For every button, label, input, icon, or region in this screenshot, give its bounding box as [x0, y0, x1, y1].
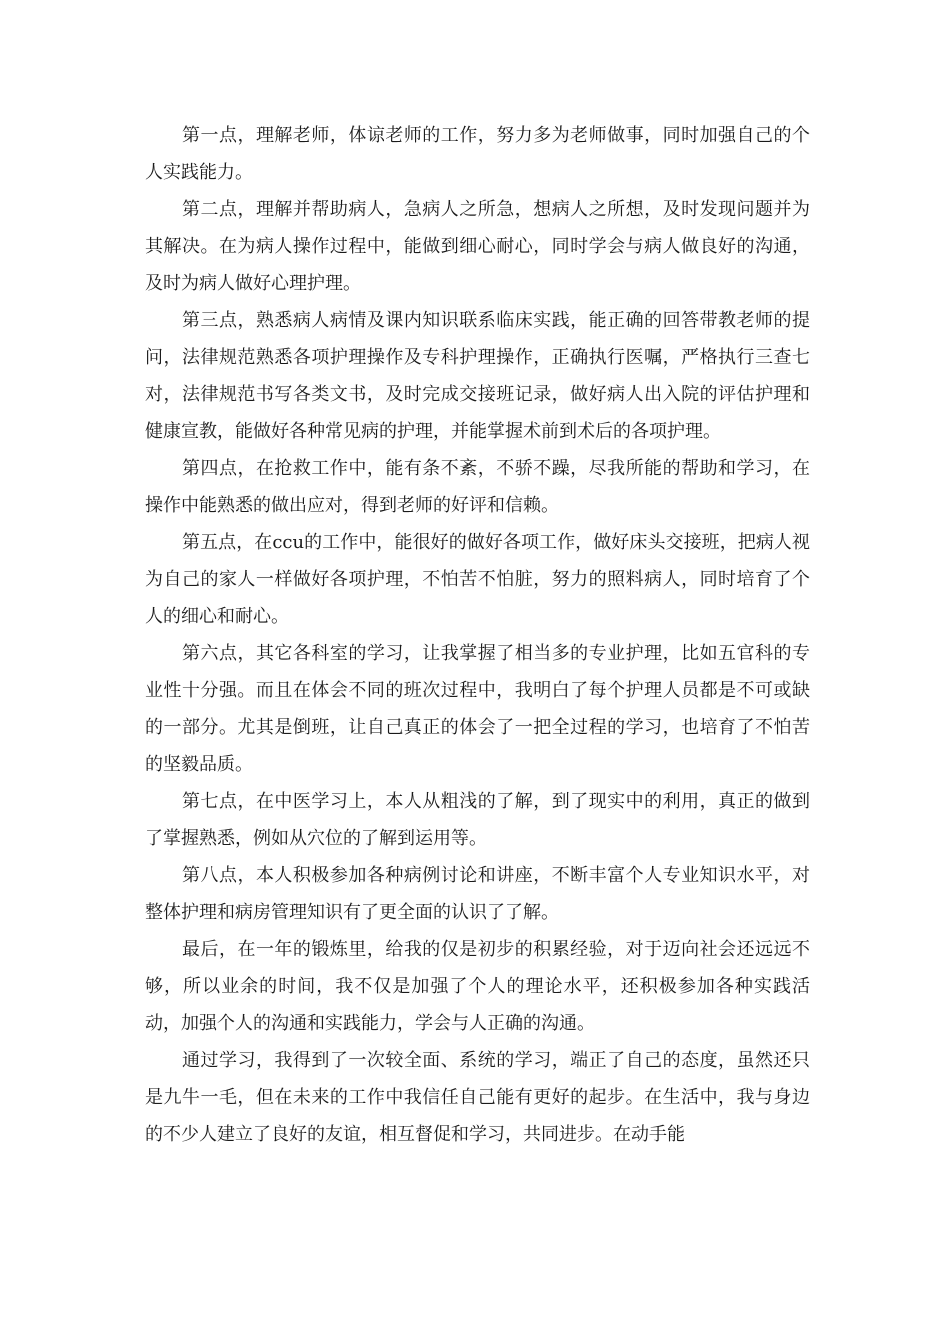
paragraph-2: 第二点，理解并帮助病人，急病人之所急，想病人之所想，及时发现问题并为其解决。在为病人操作过程中，能做到细心耐心，同时学会与病人做良好的沟通，及时为病人做好心理护理。	[145, 199, 810, 294]
document-body	[145, 117, 810, 1153]
paragraph-10: 通过学习，我得到了一次较全面、系统的学习，端正了自己的态度，虽然还只是九牛一毛，但在未来的工作中我信任自己能有更好的起步。在生活中，我与身边的不少人建立了良好的友谊，相互督促和学习，共同进步。在动手能	[145, 1050, 810, 1145]
paragraph-6: 第六点，其它各科室的学习，让我掌握了相当多的专业护理，比如五官科的专业性十分强。而且在体会不同的班次过程中，我明白了每个护理人员都是不可或缺的一部分。尤其是倒班，让自己真正的体会了一把全过程的学习，也培育了不怕苦的坚毅品质。	[145, 643, 810, 775]
paragraph-8: 第八点，本人积极参加各种病例讨论和讲座，不断丰富个人专业知识水平，对整体护理和病房管理知识有了更全面的认识了了解。	[145, 865, 810, 923]
paragraph-1: 第一点，理解老师，体谅老师的工作，努力多为老师做事，同时加强自己的个人实践能力。	[145, 125, 810, 183]
paragraph-9: 最后，在一年的锻炼里，给我的仅是初步的积累经验，对于迈向社会还远远不够，所以业余的时间，我不仅是加强了个人的理论水平，还积极参加各种实践活动，加强个人的沟通和实践能力，学会与人正确的沟通。	[145, 939, 810, 1034]
paragraph-4: 第四点，在抢救工作中，能有条不紊，不骄不躁，尽我所能的帮助和学习，在操作中能熟悉的做出应对，得到老师的好评和信赖。	[145, 458, 810, 516]
paragraph-7: 第七点，在中医学习上，本人从粗浅的了解，到了现实中的利用，真正的做到了掌握熟悉，例如从穴位的了解到运用等。	[145, 791, 810, 849]
paragraph-3: 第三点，熟悉病人病情及课内知识联系临床实践，能正确的回答带教老师的提问，法律规范熟悉各项护理操作及专科护理操作，正确执行医嘱，严格执行三查七对，法律规范书写各类文书，及时完成交接班记录，做好病人出入院的评估护理和健康宣教，能做好各种常见病的护理，并能掌握术前到术后的各项护理。	[145, 310, 810, 442]
paragraph-5: 第五点，在ccu的工作中，能很好的做好各项工作，做好床头交接班，把病人视为自己的家人一样做好各项护理，不怕苦不怕脏，努力的照料病人，同时培育了个人的细心和耐心。	[145, 532, 810, 627]
